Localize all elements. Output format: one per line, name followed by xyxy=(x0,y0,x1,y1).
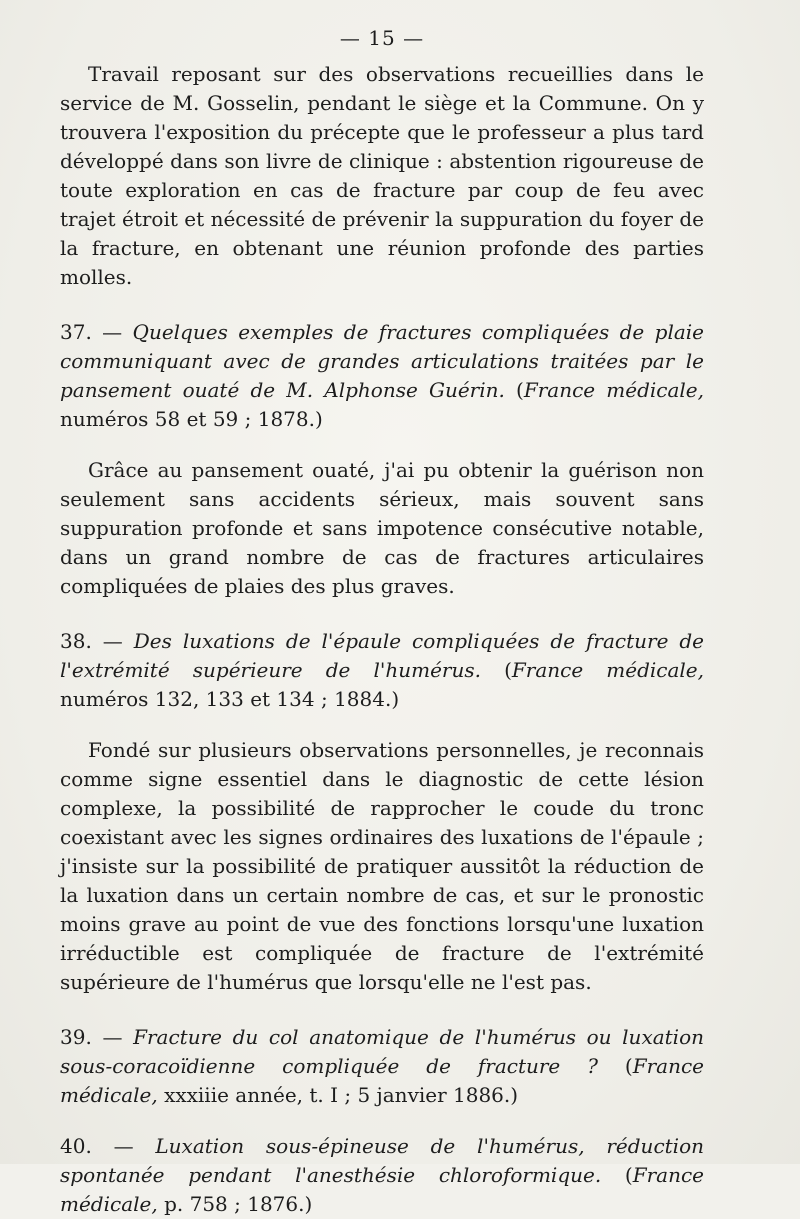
entry-38-journal: France médicale, xyxy=(511,658,704,682)
entry-40-number: 40. — xyxy=(60,1134,156,1158)
paragraph-37: Grâce au pansement ouaté, j'ai pu obtenir la guérison non seulement sans accidents sérieux, mais souvent sans suppuration profonde et sans impotence consécutive notable, dans un grand nombre de cas de fractures articulaires compliquées de plaies des plus graves. xyxy=(60,458,704,598)
intro-paragraph: Travail reposant sur des observations recueillies dans le service de M. Gosselin, pendant le siège et la Commune. On y trouvera l'exposition du précepte que le professeur a plus tard développé dans son livre de clinique : abstention rigoureuse de toute exploration en cas de fracture par coup de feu avec trajet étroit et nécessité de prévenir la suppuration du foyer de la fracture, en obtenant une réunion profonde des parties molles. xyxy=(60,62,704,289)
entry-38-number: 38. — xyxy=(60,629,134,653)
entry-40-details: p. 758 ; 1876.) xyxy=(157,1192,313,1216)
entry-37-journal: France médicale, xyxy=(523,378,704,402)
entry-39-journal: France médicale, xyxy=(60,1054,704,1107)
entry-40 xyxy=(60,1132,704,1219)
entry-39-number: 39. — xyxy=(60,1025,134,1049)
entry-40-journal: France médicale, xyxy=(60,1163,704,1216)
entry-38-ref-open: ( xyxy=(480,658,512,682)
entry-39-ref-open: ( xyxy=(597,1054,633,1078)
entry-37-number: 37. — xyxy=(60,320,133,344)
entry-37-title: Quelques exemples de fractures compliquées de plaie communiquant avec de grandes articulations traitées par le pansement ouaté de M. Alphonse Guérin. xyxy=(60,320,704,402)
entry-38 xyxy=(60,627,704,714)
entry-37 xyxy=(60,318,704,434)
entry-38-details: numéros 132, 133 et 134 ; 1884.) xyxy=(60,687,400,711)
entry-40-ref-open: ( xyxy=(601,1163,633,1187)
entry-39 xyxy=(60,1023,704,1110)
entry-38-title: Des luxations de l'épaule compliquées de fracture de l'extrémité supérieure de l'humérus. xyxy=(60,629,704,682)
entry-37-details: numéros 58 et 59 ; 1878.) xyxy=(60,407,323,431)
entry-39-title: Fracture du col anatomique de l'humérus ou luxation sous-coracoïdienne compliquée de fracture ? xyxy=(60,1025,704,1078)
page-number: — 15 — xyxy=(339,26,425,50)
entry-39-details: xxxiiie année, t. I ; 5 janvier 1886.) xyxy=(157,1083,519,1107)
paragraph-38: Fondé sur plusieurs observations personnelles, je reconnais comme signe essentiel dans le diagnostic de cette lésion complexe, la possibilité de rapprocher le coude du tronc coexistant avec les signes ordinaires des luxations de l'épaule ; j'insiste sur la possibilité de pratiquer aussitôt la réduction de la luxation dans un certain nombre de cas, et sur le pronostic moins grave au point de vue des fonctions lorsqu'une luxation irréductible est compliquée de fracture de l'extrémité supérieure de l'humérus que lorsqu'elle ne l'est pas. xyxy=(60,738,704,994)
entry-40-title: Luxation sous-épineuse de l'humérus, réduction spontanée pendant l'anesthésie chloroformique. xyxy=(60,1134,704,1187)
entry-37-ref-open: ( xyxy=(504,378,524,402)
